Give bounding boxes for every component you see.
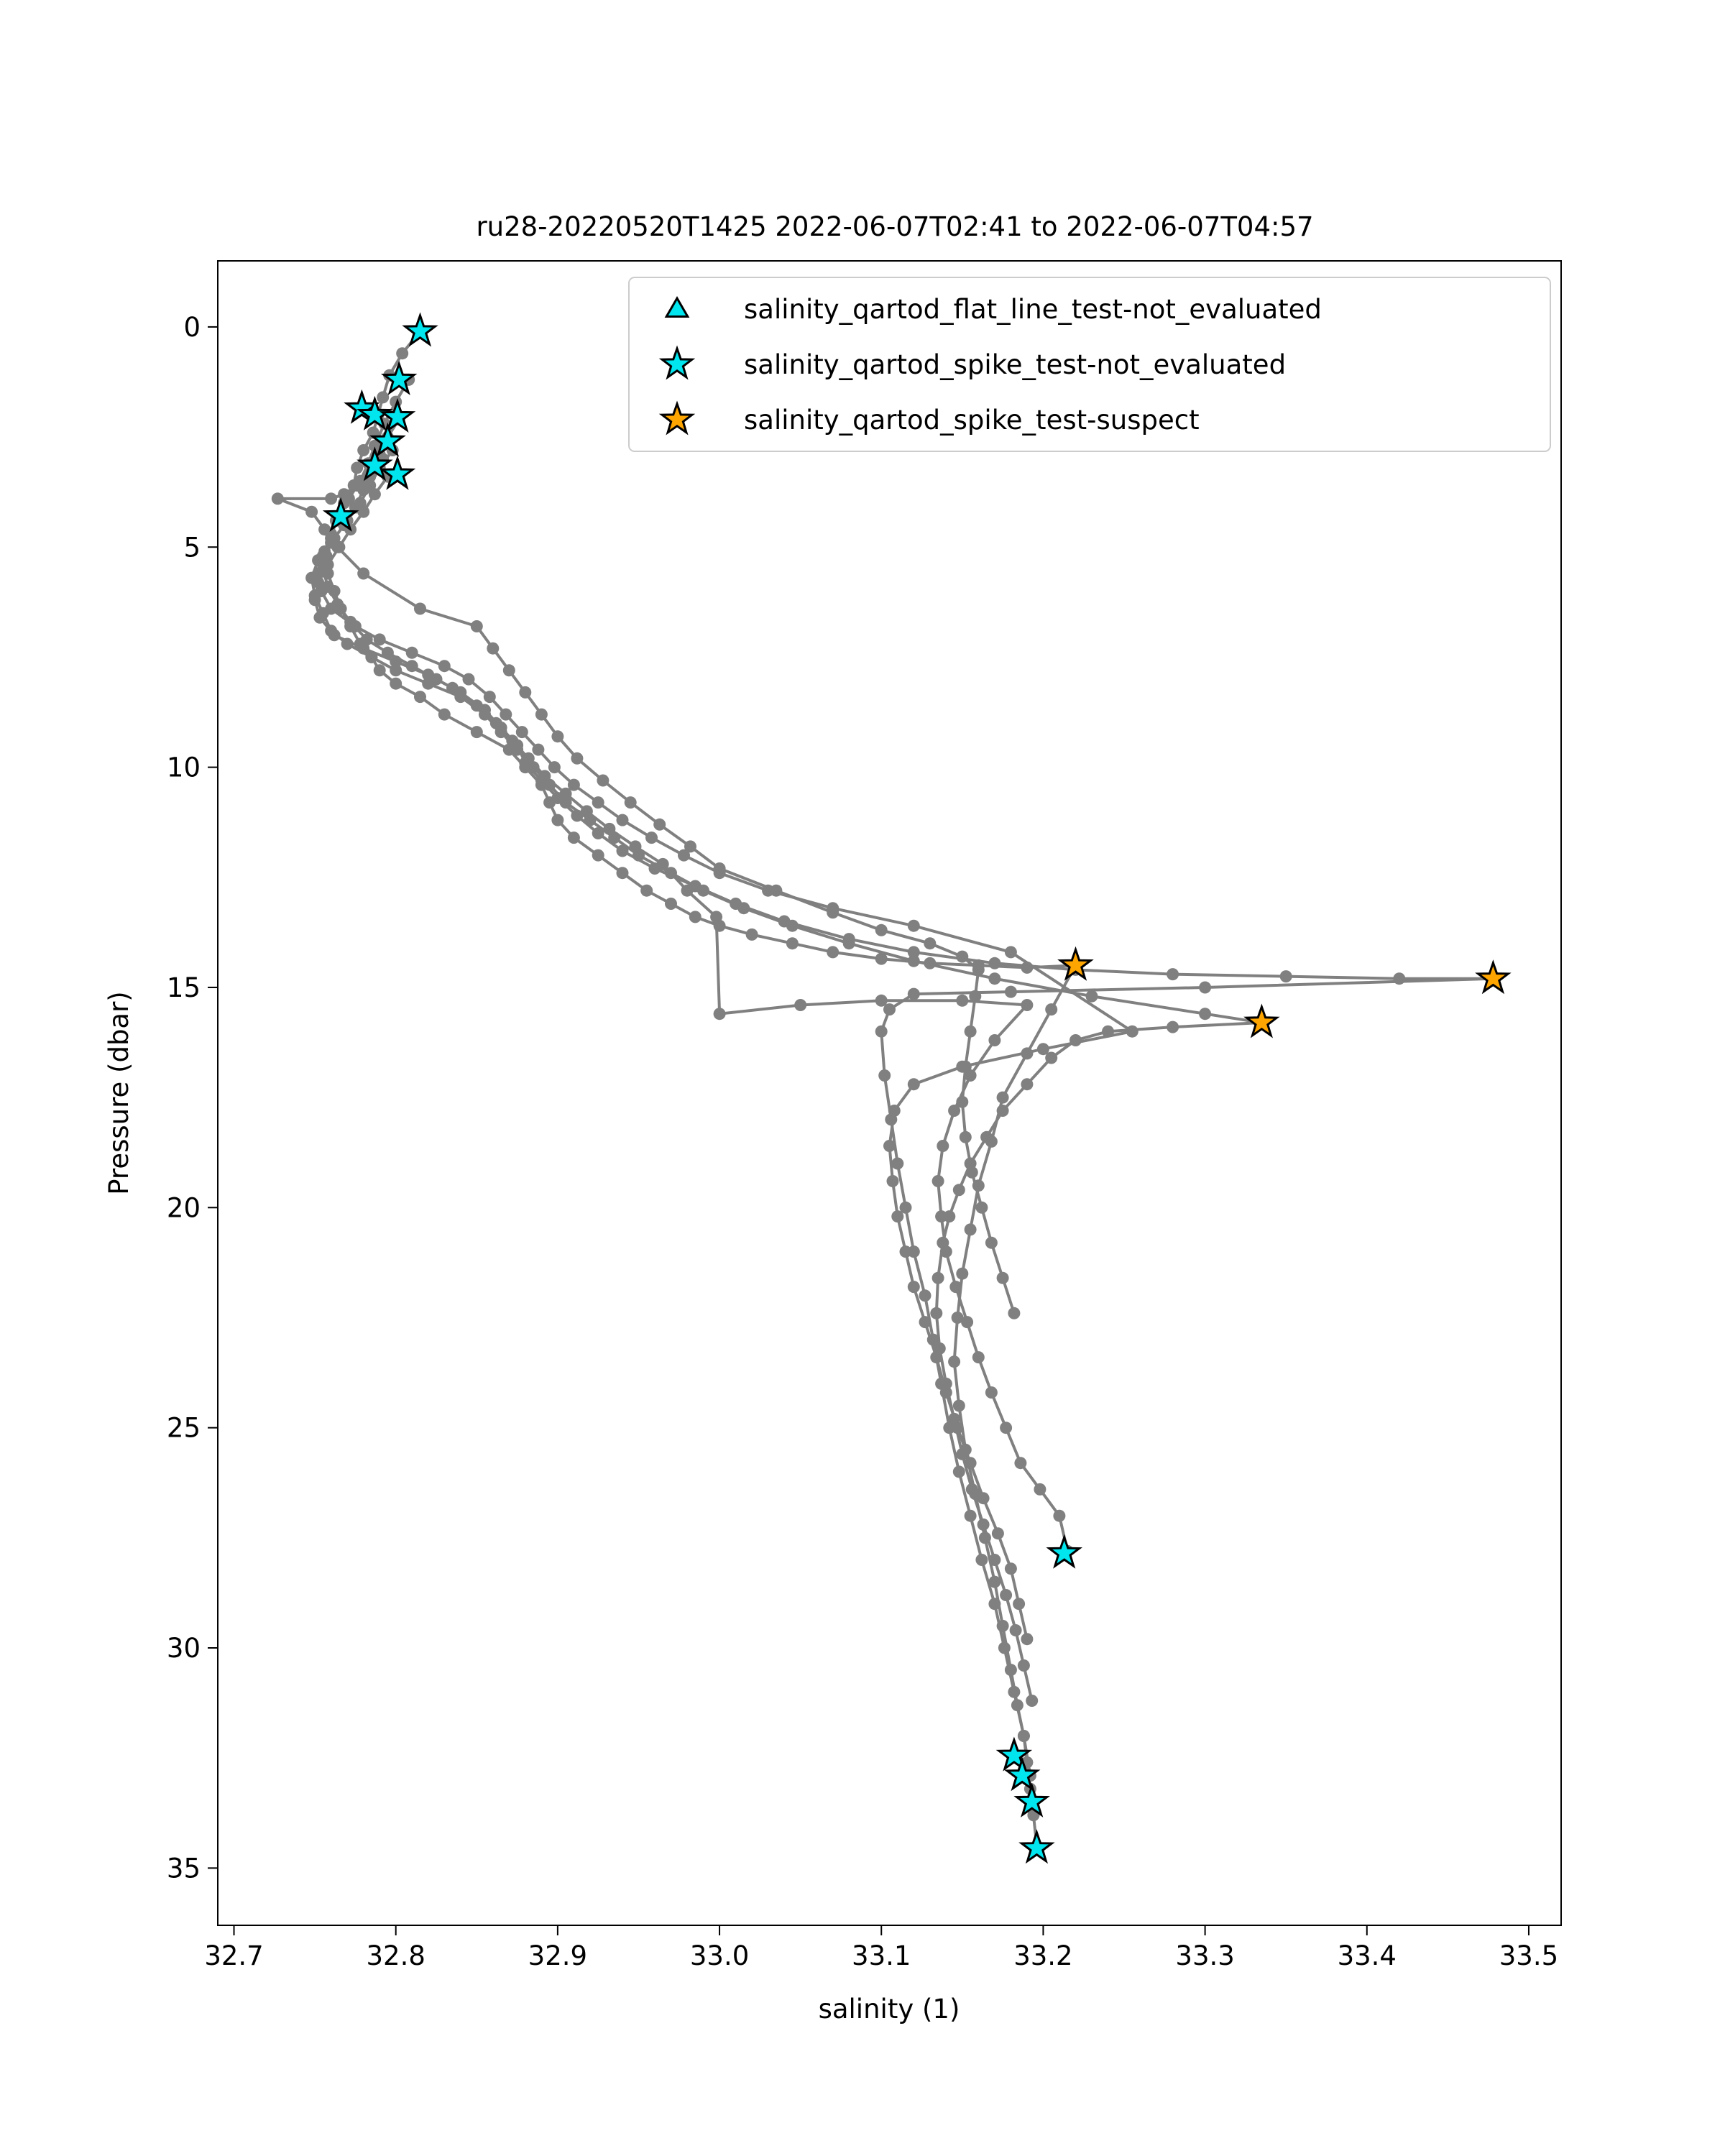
profile-point — [900, 1245, 912, 1258]
profile-point — [1126, 1026, 1138, 1038]
profile-point — [714, 862, 726, 875]
profile-point — [965, 1026, 977, 1038]
profile-point — [312, 576, 324, 589]
profile-point — [657, 858, 669, 870]
profile-point — [665, 898, 677, 910]
profile-point — [351, 479, 363, 492]
x-tick-label: 33.3 — [1175, 1940, 1235, 1971]
profile-point — [966, 1483, 978, 1496]
profile-point — [532, 744, 544, 756]
profile-point — [1280, 970, 1292, 982]
profile-point — [878, 1069, 891, 1082]
profile-point — [406, 647, 418, 659]
x-tick-label: 33.2 — [1013, 1940, 1073, 1971]
profile-point — [1021, 1078, 1033, 1090]
profile-point — [617, 814, 629, 826]
profile-point — [1008, 1307, 1020, 1319]
profile-point — [617, 867, 629, 879]
profile-point — [965, 1223, 977, 1235]
profile-point — [351, 462, 363, 474]
profile-point — [961, 1316, 973, 1328]
profile-point — [414, 691, 426, 703]
profile-point — [992, 1527, 1004, 1539]
profile-point — [988, 1598, 1000, 1610]
x-axis-label: salinity (1) — [818, 1994, 960, 2024]
legend — [629, 277, 1550, 451]
profile-point — [937, 1140, 949, 1152]
profile-point — [966, 1166, 978, 1179]
profile-point — [523, 752, 535, 765]
profile-point — [888, 1105, 901, 1117]
y-tick-label: 0 — [183, 311, 201, 343]
profile-point — [988, 1554, 1000, 1566]
profile-point — [770, 885, 782, 897]
profile-point — [1045, 1003, 1057, 1015]
profile-point — [953, 1400, 965, 1412]
profile-point — [592, 796, 604, 808]
y-tick-label: 30 — [166, 1633, 201, 1664]
profile-point — [645, 831, 658, 844]
y-tick-label: 15 — [166, 972, 201, 1003]
profile-point — [953, 1184, 965, 1196]
profile-point — [471, 726, 483, 738]
profile-point — [328, 629, 341, 641]
profile-point — [396, 347, 408, 359]
profile-point — [309, 594, 321, 606]
profile-point — [908, 920, 920, 932]
profile-point — [325, 603, 337, 615]
profile-point — [887, 1175, 899, 1187]
profile-point — [965, 1457, 977, 1469]
y-tick-label: 10 — [166, 752, 201, 783]
profile-point — [349, 620, 362, 632]
profile-point — [972, 964, 985, 976]
profile-point — [592, 849, 604, 862]
profile-point — [490, 717, 502, 729]
profile-point — [1005, 986, 1017, 998]
profile-point — [1026, 1695, 1038, 1707]
profile-point — [980, 1131, 993, 1143]
profile-point — [908, 988, 920, 1000]
profile-point — [500, 709, 512, 721]
profile-point — [956, 1096, 968, 1108]
profile-point — [422, 668, 434, 681]
profile-point — [313, 612, 326, 624]
profile-point — [1000, 1589, 1012, 1601]
profile-point — [940, 1245, 952, 1258]
profile-point — [1018, 1659, 1030, 1672]
profile-point — [919, 1316, 932, 1328]
profile-point — [471, 699, 483, 711]
profile-point — [560, 788, 572, 800]
profile-point — [908, 955, 920, 967]
profile-point — [463, 673, 475, 686]
profile-point — [357, 568, 369, 580]
profile-point — [1000, 1422, 1012, 1434]
profile-point — [1021, 1633, 1033, 1645]
y-tick-label: 5 — [183, 532, 201, 563]
chart-title: ru28-20220520T1425 2022-06-07T02:41 to 2022-06-07T04:57 — [476, 211, 1314, 242]
profile-point — [516, 726, 528, 738]
profile-point — [930, 1351, 942, 1363]
profile-point — [1167, 968, 1179, 980]
profile-point — [305, 506, 318, 518]
profile-point — [930, 1307, 942, 1319]
profile-point — [369, 488, 381, 500]
profile-point — [357, 506, 369, 518]
x-tick-label: 32.7 — [204, 1940, 264, 1971]
profile-point — [684, 840, 696, 852]
profile-point — [414, 603, 426, 615]
profile-point — [949, 1281, 962, 1293]
profile-point — [891, 1158, 903, 1170]
profile-point — [551, 814, 564, 826]
profile-point — [571, 752, 583, 765]
profile-point — [978, 1492, 990, 1504]
y-tick-label: 25 — [166, 1412, 201, 1444]
profile-point — [997, 1272, 1009, 1284]
profile-point — [1199, 1008, 1211, 1020]
profile-point — [1034, 1483, 1046, 1496]
profile-point — [988, 1034, 1000, 1046]
profile-point — [786, 937, 799, 949]
x-tick-label: 32.8 — [366, 1940, 426, 1971]
x-tick-label: 33.5 — [1499, 1940, 1559, 1971]
profile-point — [985, 1386, 998, 1399]
profile-point — [988, 957, 1000, 969]
profile-point — [1013, 1598, 1025, 1610]
profile-point — [714, 1008, 726, 1020]
profile-point — [484, 691, 496, 703]
profile-point — [960, 1061, 972, 1073]
profile-point — [891, 1210, 903, 1222]
profile-point — [1021, 999, 1033, 1011]
profile-point — [935, 1210, 947, 1222]
profile-point — [630, 840, 642, 852]
y-tick-label: 20 — [166, 1192, 201, 1224]
profile-point — [827, 906, 839, 918]
profile-point — [1005, 946, 1017, 958]
profile-point — [471, 620, 483, 632]
profile-point — [786, 920, 799, 932]
profile-point — [969, 990, 981, 1003]
profile-point — [1037, 1043, 1049, 1055]
profile-point — [985, 1237, 998, 1249]
profile-point — [998, 1642, 1011, 1654]
profile-point — [924, 937, 936, 949]
profile-point — [948, 1355, 960, 1368]
profile-point — [710, 911, 722, 923]
profile-point — [640, 885, 653, 897]
profile-point — [438, 660, 451, 672]
profile-point — [975, 1202, 988, 1214]
profile-point — [325, 492, 337, 505]
profile-point — [932, 1175, 944, 1187]
profile-point — [487, 642, 499, 655]
profile-point — [377, 391, 389, 403]
profile-point — [953, 1465, 965, 1478]
profile-point — [681, 885, 694, 897]
profile-point — [438, 709, 451, 721]
profile-point — [535, 709, 548, 721]
profile-point — [506, 734, 518, 747]
x-tick-label: 33.1 — [852, 1940, 911, 1971]
profile-point — [374, 664, 386, 676]
profile-point — [952, 1422, 964, 1434]
profile-point — [1014, 1457, 1026, 1469]
profile-point — [1393, 972, 1405, 985]
profile-point — [972, 1351, 985, 1363]
profile-point — [503, 664, 515, 676]
profile-point — [932, 1272, 944, 1284]
profile-point — [551, 730, 564, 742]
x-tick-label: 33.0 — [689, 1940, 750, 1971]
legend-label: salinity_qartod_spike_test-not_evaluated — [744, 349, 1287, 380]
profile-point — [1008, 1686, 1020, 1698]
profile-point — [1010, 1624, 1022, 1636]
profile-point — [689, 911, 702, 923]
profile-point — [956, 951, 968, 963]
profile-point — [965, 1510, 977, 1522]
profile-point — [956, 995, 968, 1007]
profile-point — [331, 541, 344, 553]
profile-point — [548, 761, 561, 773]
profile-point — [978, 1519, 990, 1531]
profile-point — [597, 775, 609, 787]
profile-point — [1053, 1510, 1065, 1522]
profile-point — [919, 1289, 932, 1302]
profile-point — [1018, 1730, 1030, 1742]
x-tick-label: 32.9 — [528, 1940, 588, 1971]
profile-point — [956, 1268, 968, 1280]
profile-point — [446, 682, 459, 694]
y-axis-label: Pressure (dbar) — [104, 991, 134, 1195]
profile-point — [843, 937, 855, 949]
profile-point — [875, 924, 888, 936]
profile-point — [1199, 982, 1211, 994]
profile-point — [538, 770, 551, 782]
x-tick-label: 33.4 — [1337, 1940, 1397, 1971]
profile-point — [960, 1131, 972, 1143]
profile-point — [908, 1281, 920, 1293]
profile-point — [338, 488, 350, 500]
profile-point — [374, 633, 386, 645]
legend-label: salinity_qartod_flat_line_test-not_evaluated — [744, 294, 1322, 325]
profile-point — [794, 999, 806, 1011]
profile-point — [625, 796, 637, 808]
profile-point — [875, 995, 888, 1007]
profile-point — [1167, 1021, 1179, 1033]
profile-point — [697, 885, 709, 897]
profile-point — [357, 642, 369, 655]
profile-point — [272, 492, 284, 505]
profile-point — [997, 1105, 1009, 1117]
profile-point — [997, 1092, 1009, 1104]
profile-point — [581, 805, 593, 817]
profile-point — [875, 1026, 888, 1038]
profile-point — [390, 678, 402, 690]
profile-point — [746, 929, 758, 941]
profile-point — [1086, 990, 1098, 1003]
profile-point — [568, 831, 580, 844]
profile-point — [975, 1554, 988, 1566]
profile-point — [322, 558, 334, 571]
y-tick-label: 35 — [166, 1853, 201, 1884]
profile-point — [988, 972, 1000, 985]
profile-point — [940, 1386, 952, 1399]
profile-point — [318, 523, 331, 535]
profile-point — [827, 946, 839, 958]
profile-point — [1005, 1562, 1017, 1575]
profile-point — [603, 823, 615, 835]
profile-point — [908, 1078, 920, 1090]
profile-point — [357, 444, 369, 456]
legend-label: salinity_qartod_spike_test-suspect — [744, 405, 1200, 436]
profile-point — [390, 655, 402, 668]
profile-point — [737, 902, 750, 914]
profile-point — [519, 686, 531, 699]
profile-point — [883, 1140, 896, 1152]
profile-point — [653, 819, 666, 831]
